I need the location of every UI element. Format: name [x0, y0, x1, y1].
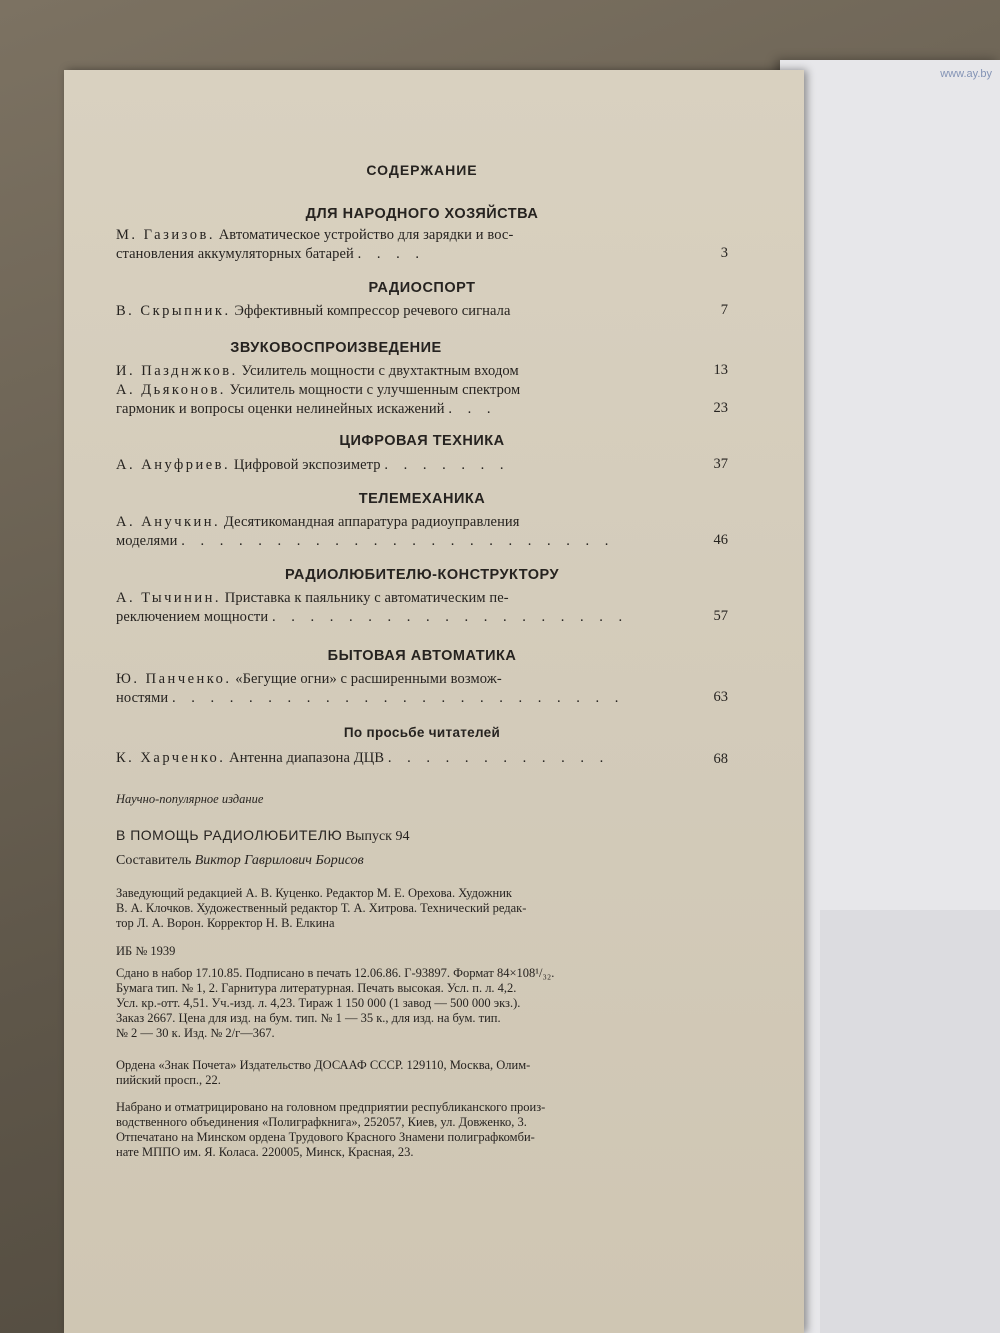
print-line: Бумага тип. № 1, 2. Гарнитура литературная. Печать высокая. Усл. п. л. 4,2.	[116, 981, 517, 995]
page-number: 3	[720, 245, 728, 261]
print-details	[116, 966, 736, 1041]
series-title: В ПОМОЩЬ РАДИОЛЮБИТЕЛЮ	[116, 827, 343, 843]
section-heading: ЗВУКОВОСПРОИЗВЕДЕНИЕ	[230, 340, 442, 356]
book-page	[64, 70, 804, 1333]
section-heading: РАДИОЛЮБИТЕЛЮ-КОНСТРУКТОРУ	[284, 567, 560, 583]
print-line: № 2 — 30 к. Изд. № 2/г—367.	[116, 1026, 275, 1040]
section-heading: ТЕЛЕМЕХАНИКА	[358, 491, 486, 507]
entry-author: К. Харченко.	[116, 750, 226, 766]
entry-title-cont: становления аккумуляторных батарей	[116, 246, 354, 262]
entry-title: «Бегущие огни» с расширенными возмож-	[235, 671, 502, 687]
leader-dots: . . . . . . . . . . . .	[387, 750, 610, 766]
printer-line: Набрано и отматрицировано на головном предприятии республиканского произ-	[116, 1100, 546, 1114]
credit-line: тор Л. А. Ворон. Корректор Н. В. Елкина	[116, 916, 335, 930]
issue-number: Выпуск 94	[345, 829, 410, 844]
compiler-label: Составитель	[116, 853, 192, 868]
print-line: Сдано в набор 17.10.85. Подписано в печать 12.06.86. Г-93897. Формат 84×108¹/₃₂.	[116, 966, 555, 980]
ib-number: ИБ № 1939	[116, 944, 176, 958]
toc-entry	[116, 381, 716, 419]
entry-title: Усилитель мощности с улучшенным спектром	[229, 382, 521, 398]
entry-title-cont: гармоник и вопросы оценки нелинейных искажений	[116, 401, 445, 417]
entry-author: М. Газизов.	[116, 227, 215, 243]
toc-title: СОДЕРЖАНИЕ	[366, 162, 478, 178]
entry-author: Ю. Панченко.	[116, 671, 232, 687]
credit-line: Заведующий редакцией А. В. Куценко. Редактор М. Е. Орехова. Художник	[116, 886, 512, 900]
entry-title-cont: ностями	[116, 690, 169, 706]
publisher-info	[116, 1058, 736, 1088]
entry-title: Эффективный компрессор речевого сигнала	[234, 303, 511, 319]
page-number: 23	[713, 400, 728, 416]
publisher-line: Ордена «Знак Почета» Издательство ДОСААФ СССР. 129110, Москва, Олим-	[116, 1058, 531, 1072]
staff-credits	[116, 886, 736, 931]
entry-author: А. Дьяконов.	[116, 382, 226, 398]
compiler-line	[116, 852, 736, 870]
page-number: 7	[720, 302, 728, 318]
section-heading: По просьбе читателей	[343, 725, 501, 740]
printer-line: водственного объединения «Полиграфкнига», 252057, Киев, ул. Довженко, 3.	[116, 1115, 527, 1129]
print-line: Заказ 2667. Цена для изд. на бум. тип. № 1 — 35 к., для изд. на бум. тип.	[116, 1011, 501, 1025]
entry-title: Автоматическое устройство для зарядки и вос-	[218, 227, 514, 243]
series-line	[116, 826, 736, 846]
page-number: 46	[713, 532, 728, 548]
toc-entry	[116, 513, 716, 551]
entry-title-cont: моделями	[116, 533, 178, 549]
entry-author: А. Анучкин.	[116, 514, 221, 530]
leader-dots: . . . . . . . . . . . . . . . . . . .	[271, 609, 629, 625]
entry-title: Приставка к паяльнику с автоматическим пе-	[224, 590, 509, 606]
page-number: 63	[713, 689, 728, 705]
printer-line: нате МППО им. Я. Коласа. 220005, Минск, Красная, 23.	[116, 1145, 414, 1159]
entry-title-cont: реключением мощности	[116, 609, 269, 625]
publisher-line: пийский просп., 22.	[116, 1073, 221, 1087]
entry-author: А. Ануфриев.	[116, 457, 231, 473]
printer-info	[116, 1100, 736, 1160]
entry-title: Цифровой экспозиметр	[233, 457, 381, 473]
leader-dots: . . . . . . . . . . . . . . . . . . . . . . .	[181, 533, 615, 549]
back-cover-page	[780, 60, 1000, 1333]
section-heading: РАДИОСПОРТ	[368, 280, 476, 296]
toc-entry	[116, 226, 716, 264]
edition-type: Научно-популярное издание	[116, 792, 264, 806]
page-number: 13	[713, 362, 728, 378]
entry-author: В. Скрыпник.	[116, 303, 231, 319]
toc-entry	[116, 362, 716, 381]
watermark: www.ay.by	[940, 68, 992, 80]
leader-dots: . . . . . . . . . . . . . . . . . . . . . . . .	[172, 690, 625, 706]
entry-title: Антенна диапазона ДЦВ	[229, 750, 385, 766]
toc-entry	[116, 670, 716, 708]
toc-entry	[116, 589, 716, 627]
print-line: Усл. кр.-отт. 4,51. Уч.-изд. л. 4,23. Тираж 1 150 000 (1 завод — 500 000 экз.).	[116, 996, 521, 1010]
entry-title: Усилитель мощности с двухтактным входом	[241, 363, 519, 379]
printer-line: Отпечатано на Минском ордена Трудового Красного Знамени полиграфкомби-	[116, 1130, 535, 1144]
leader-dots: . . . . . . .	[384, 457, 510, 473]
toc-entry	[116, 302, 716, 321]
credit-line: В. А. Клочков. Художественный редактор Т. А. Хитрова. Технический редак-	[116, 901, 527, 915]
section-heading: ДЛЯ НАРОДНОГО ХОЗЯЙСТВА	[305, 206, 539, 222]
section-heading: ЦИФРОВАЯ ТЕХНИКА	[339, 433, 505, 449]
toc-entry	[116, 456, 716, 475]
page-number: 57	[713, 608, 728, 624]
page-number: 37	[713, 456, 728, 472]
compiler-name: Виктор Гаврилович Борисов	[194, 853, 364, 868]
leader-dots: . . . .	[357, 246, 425, 262]
cover-flap	[820, 910, 1000, 1333]
section-heading: БЫТОВАЯ АВТОМАТИКА	[327, 648, 517, 664]
entry-title: Десятикомандная аппаратура радиоуправления	[223, 514, 520, 530]
toc-entry	[116, 749, 716, 768]
page-number: 68	[713, 751, 728, 767]
leader-dots: . . .	[448, 401, 497, 417]
entry-author: А. Тычинин.	[116, 590, 222, 606]
entry-author: И. Пазднжков.	[116, 363, 238, 379]
